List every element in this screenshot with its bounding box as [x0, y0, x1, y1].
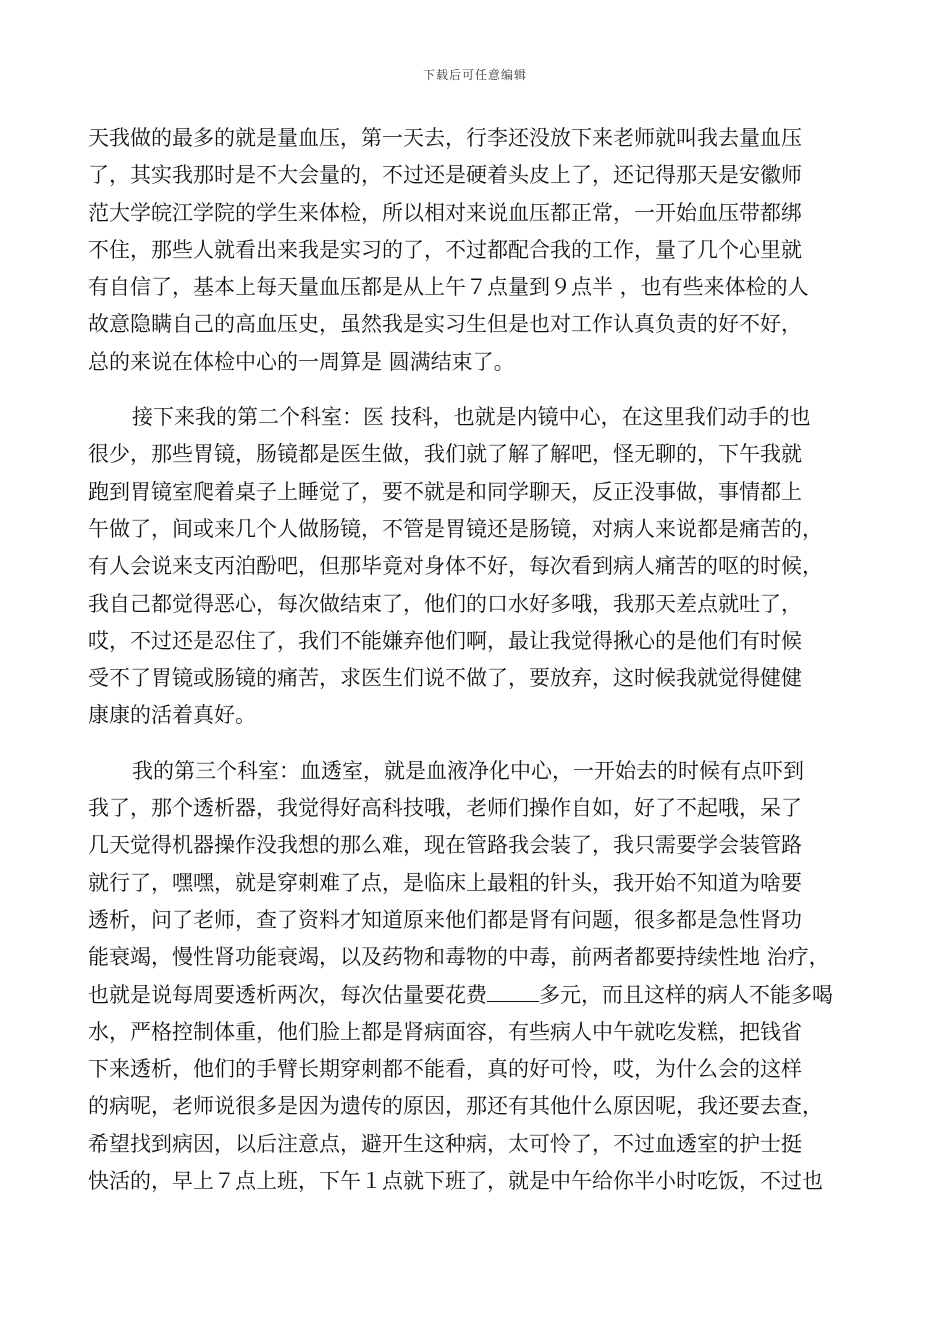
paragraph-gap — [88, 381, 862, 399]
text-line: 午做了，间或来几个人做肠镜，不管是胃镜还是肠镜，对病人来说都是痛苦的， — [88, 516, 823, 541]
text-line: 总的来说在体检中心的一周算是 圆满结束了。 — [88, 349, 515, 374]
document-body — [88, 120, 862, 1200]
paragraph-endoscopy — [88, 399, 862, 735]
text-line: 就行了，嘿嘿，就是穿刺难了点，是临床上最粗的针头，我开始不知道为啥要 — [88, 870, 802, 895]
text-line: 有人会说来支丙泊酚吧，但那毕竟对身体不好，每次看到病人痛苦的呕的时候， — [88, 554, 823, 579]
text-line: 我的第三个科室：血透室，就是血液净化中心，一开始去的时候有点吓到 — [132, 758, 804, 783]
text-line: 哎，不过还是忍住了，我们不能嫌弃他们啊，最让我觉得揪心的是他们有时候 — [88, 628, 802, 653]
text-line: 很少，那些胃镜，肠镜都是医生做，我们就了解了解吧，怪无聊的，下午我就 — [88, 442, 802, 467]
text-line: 不住，那些人就看出来我是实习的了，不过都配合我的工作，量了几个心里就 — [88, 237, 802, 262]
text-line: 能衰竭，慢性肾功能衰竭，以及药物和毒物的中毒，前两者都要持续性地 治疗， — [88, 945, 830, 970]
text-line: 有自信了，基本上每天量血压都是从上午７点量到９点半 ，也有些来体检的人 — [88, 275, 809, 300]
fill-in-blank — [487, 983, 539, 1002]
text-line: 故意隐瞒自己的高血压史，虽然我是实习生但是也对工作认真负责的好不好， — [88, 312, 802, 337]
paragraph-physical-exam — [88, 120, 862, 381]
paragraph-gap — [88, 735, 862, 753]
text-line: 几天觉得机器操作没我想的那么难，现在管路我会装了，我只需要学会装管路 — [88, 833, 802, 858]
text-line: 快活的，早上７点上班，下午１点就下班了，就是中午给你半小时吃饭，不过也 — [88, 1169, 823, 1194]
text-line: 受不了胃镜或肠镜的痛苦，求医生们说不做了，要放弃，这时候我就觉得健健 — [88, 666, 802, 691]
paragraph-dialysis — [88, 753, 862, 1201]
text-line-with-blank — [88, 977, 862, 1014]
text-segment: 多元，而且这样的病人不能多喝 — [539, 982, 833, 1007]
text-line: 水，严格控制体重，他们脸上都是肾病面容，有些病人中午就吃发糕，把钱省 — [88, 1019, 802, 1044]
text-line: 范大学皖江学院的学生来体检，所以相对来说血压都正常，一开始血压带都绑 — [88, 200, 802, 225]
text-line: 透析，问了老师，查了资料才知道原来他们都是肾有问题，很多都是急性肾功 — [88, 907, 802, 932]
text-line: 我了，那个透析器，我觉得好高科技哦，老师们操作自如，好了不起哦，呆了 — [88, 796, 802, 821]
text-segment: 也就是说每周要透析两次，每次估量要花费 — [88, 982, 487, 1007]
text-line: 接下来我的第二个科室：医 技科，也就是内镜中心，在这里我们动手的也 — [132, 405, 811, 430]
text-line: 天我做的最多的就是量血压，第一天去，行李还没放下来老师就叫我去量血压 — [88, 126, 802, 150]
text-line: 希望找到病因，以后注意点，避开生这种病，太可怜了，不过血透室的护士挺 — [88, 1131, 802, 1156]
text-line: 了，其实我那时是不大会量的，不过还是硬着头皮上了，还记得那天是安徽师 — [88, 163, 802, 188]
text-line: 跑到胃镜室爬着桌子上睡觉了，要不就是和同学聊天，反正没事做，事情都上 — [88, 479, 802, 504]
text-line: 我自己都觉得恶心，每次做结束了，他们的口水好多哦，我那天差点就吐了， — [88, 591, 802, 616]
page-header: 下载后可任意编辑 — [422, 68, 527, 82]
text-line: 康康的活着真好。 — [88, 703, 256, 728]
text-line: 下来透析，他们的手臂长期穿刺都不能看，真的好可怜，哎，为什么会的这样 — [88, 1057, 802, 1082]
text-line: 的病呢，老师说很多是因为遗传的原因，那还有其他什么原因呢，我还要去查， — [88, 1094, 823, 1119]
